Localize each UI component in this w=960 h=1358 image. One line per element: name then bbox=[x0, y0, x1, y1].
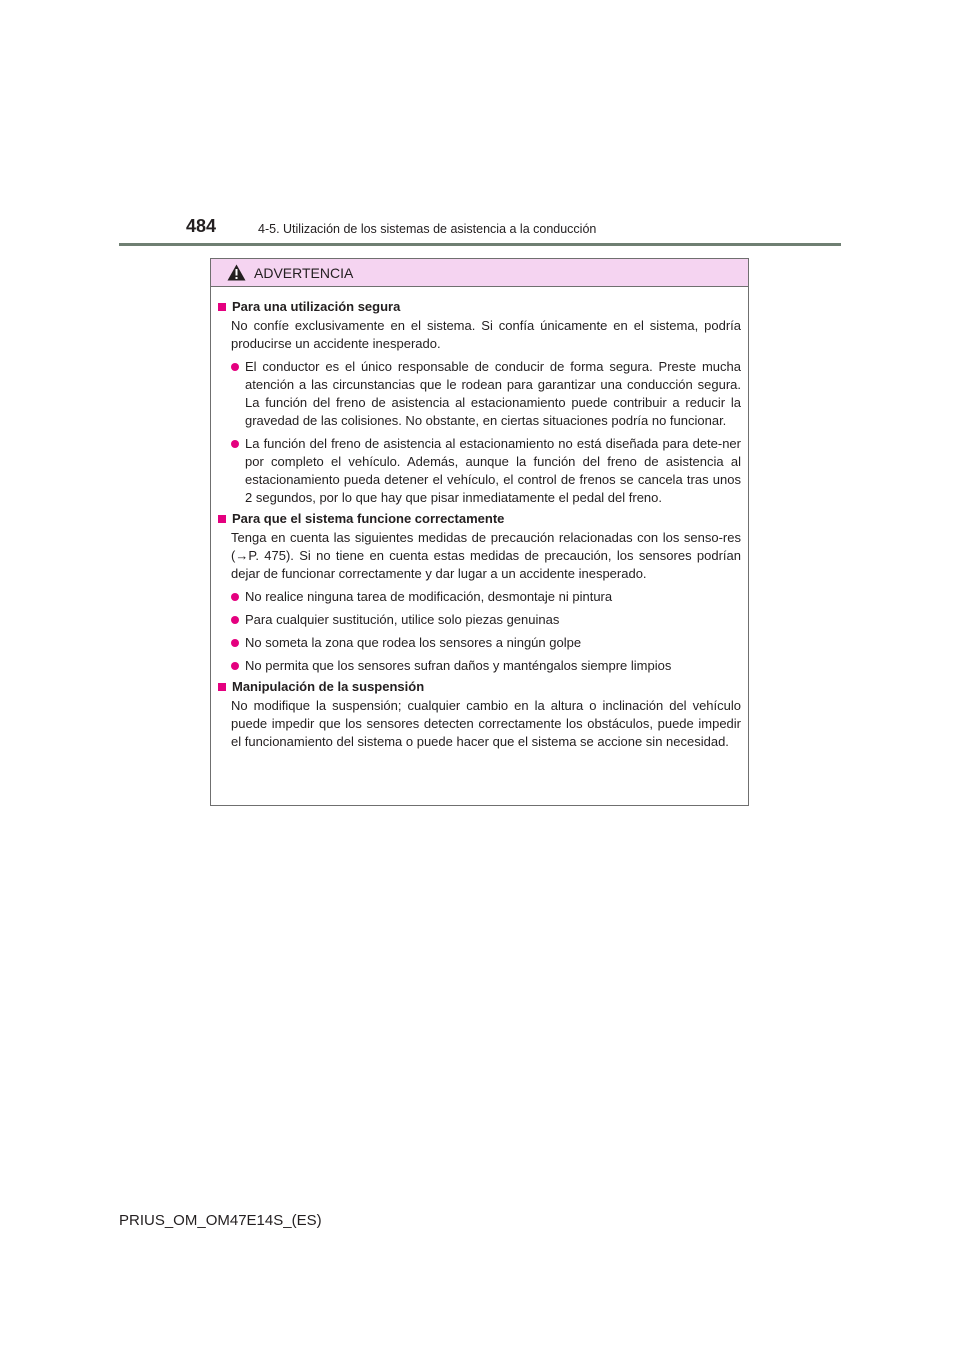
section-safe-use bbox=[218, 298, 741, 507]
square-bullet-icon bbox=[218, 515, 226, 523]
document-code: PRIUS_OM_OM47E14S_(ES) bbox=[119, 1212, 322, 1229]
list-item-text: El conductor es el único responsable de conducir de forma segura. Preste mucha atención a las circunstancias que le rodean para garantizar una conducción segura. La función del freno de asistencia al estacionamiento puede contribuir a reducir la gravedad de las colisiones. No obstante, en ciertas situaciones podría no funcionar. bbox=[245, 359, 741, 428]
circle-bullet-icon bbox=[231, 440, 239, 448]
section-correct-operation bbox=[218, 510, 741, 675]
square-bullet-icon bbox=[218, 683, 226, 691]
section-heading-text: Para que el sistema funcione correctamente bbox=[232, 511, 505, 526]
list-item-text: No someta la zona que rodea los sensores a ningún golpe bbox=[245, 635, 582, 650]
list-item bbox=[218, 588, 741, 606]
list-item bbox=[218, 634, 741, 652]
section-heading bbox=[218, 678, 741, 696]
section-text: Tenga en cuenta las siguientes medidas de precaución relacionadas con los senso-res (→P. 475). Si no tiene en cuenta estas medidas de precaución, los sensores podrían dejar de funcionar correctamente y dar lugar a un accidente inesperado. bbox=[231, 530, 741, 581]
list-item-text: Para cualquier sustitución, utilice solo piezas genuinas bbox=[245, 612, 560, 627]
section-title: 4-5. Utilización de los sistemas de asistencia a la conducción bbox=[258, 222, 597, 236]
circle-bullet-icon bbox=[231, 662, 239, 670]
page-number: 484 bbox=[186, 216, 217, 236]
square-bullet-icon bbox=[218, 303, 226, 311]
list-item bbox=[218, 435, 741, 507]
list-item-text: No realice ninguna tarea de modificación, desmontaje ni pintura bbox=[245, 589, 613, 604]
list-item-text: La función del freno de asistencia al estacionamiento no está diseñada para dete-ner por completo el vehículo. Además, aunque la función del freno de asistencia al estacionamiento pueda detener el vehículo, el control de frenos se cancela tras unos 2 segundos, por lo que hay que pisar inmediatamente el pedal del freno. bbox=[245, 436, 741, 505]
section-heading-text: Manipulación de la suspensión bbox=[232, 679, 425, 694]
warning-box bbox=[210, 258, 749, 806]
list-item bbox=[218, 611, 741, 629]
circle-bullet-icon bbox=[231, 363, 239, 371]
section-suspension bbox=[218, 678, 741, 751]
circle-bullet-icon bbox=[231, 593, 239, 601]
section-heading bbox=[218, 298, 741, 316]
header-rule bbox=[119, 243, 841, 246]
list-item bbox=[218, 657, 741, 675]
section-heading-text: Para una utilización segura bbox=[232, 299, 401, 314]
circle-bullet-icon bbox=[231, 616, 239, 624]
warning-title: ADVERTENCIA bbox=[254, 264, 354, 281]
warning-triangle-icon bbox=[227, 264, 246, 281]
warning-body bbox=[211, 287, 748, 751]
section-text: No confíe exclusivamente en el sistema. Si confía únicamente en el sistema, podría producirse un accidente inesperado. bbox=[231, 318, 741, 351]
section-text: No modifique la suspensión; cualquier cambio en la altura o inclinación del vehículo puede impedir que los sensores detecten correctamente los obstáculos, puede impedir el funcionamiento del sistema o puede hacer que el sistema se accione sin necesidad. bbox=[231, 698, 741, 749]
circle-bullet-icon bbox=[231, 639, 239, 647]
list-item bbox=[218, 358, 741, 430]
list-item-text: No permita que los sensores sufran daños y manténgalos siempre limpios bbox=[245, 658, 672, 673]
warning-header bbox=[211, 259, 748, 287]
section-heading bbox=[218, 510, 741, 528]
